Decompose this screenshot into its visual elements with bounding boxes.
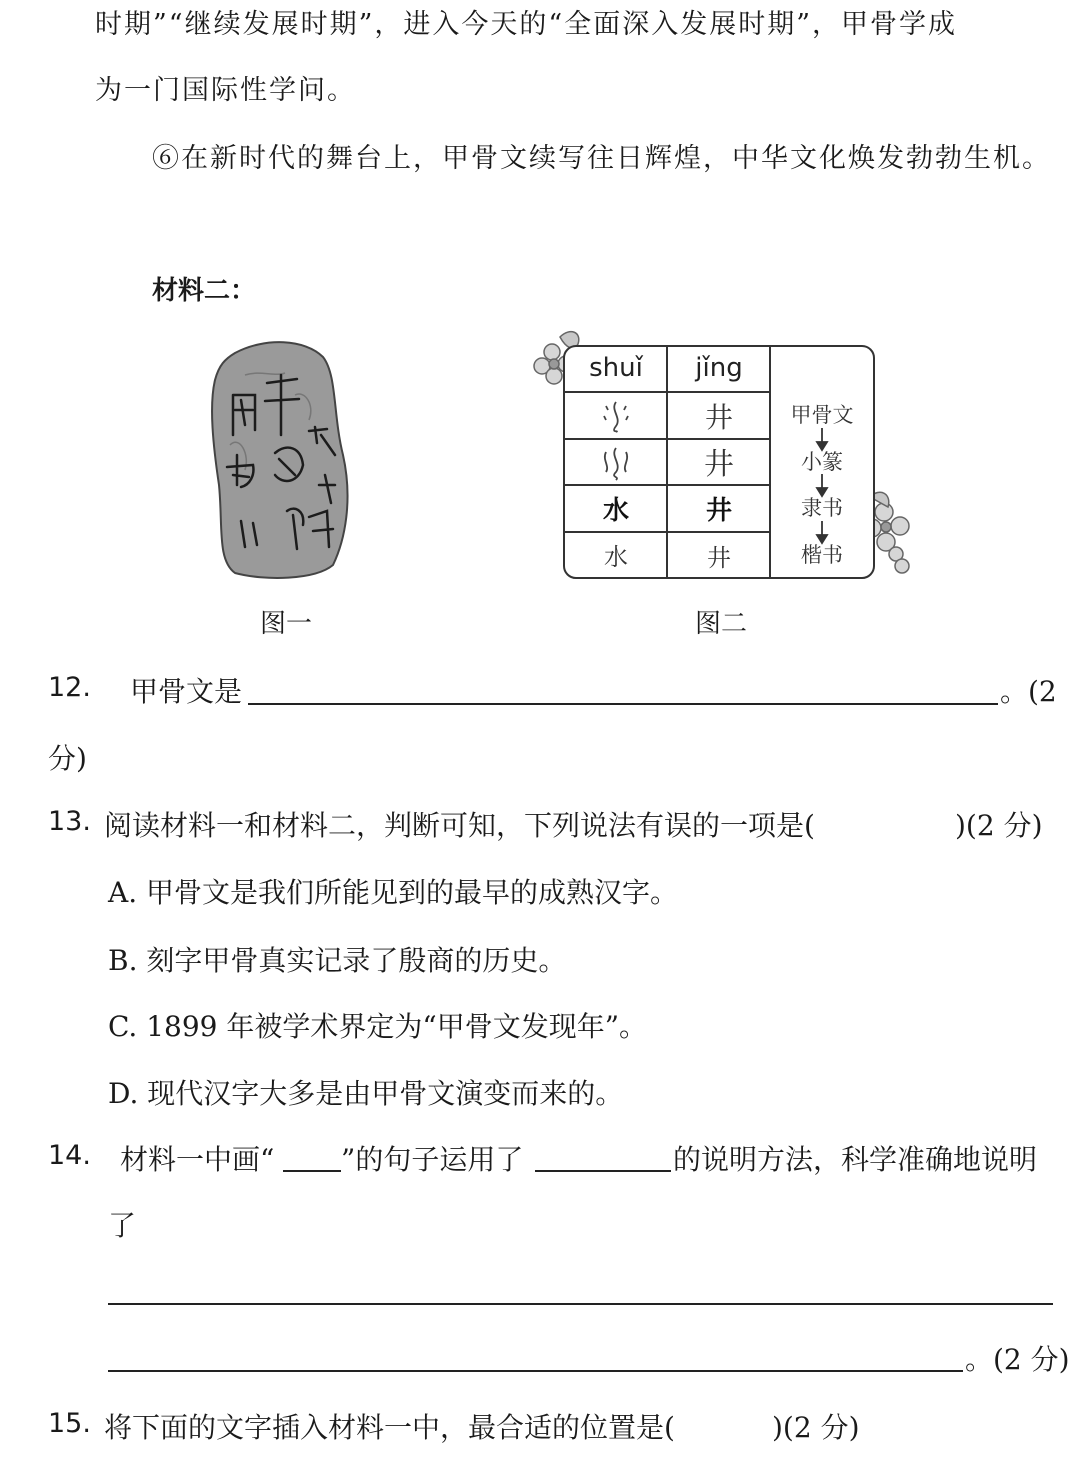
- evolution-oracle: 甲骨文: [790, 403, 854, 427]
- evolution-regular: 楷书: [801, 543, 843, 567]
- material-2-heading: 材料二：: [152, 276, 257, 306]
- q14-stem-3: 的说明方法，科学准确地说明: [673, 1143, 1038, 1176]
- pinyin-shui: shuǐ: [589, 353, 643, 383]
- q12-number: 12.: [48, 672, 91, 703]
- q12-score-cont: 分): [48, 742, 87, 775]
- q15-score: )(2 分): [772, 1411, 860, 1444]
- q13-score: )(2 分): [955, 809, 1043, 842]
- q14-number: 14.: [48, 1140, 91, 1171]
- q14-stem-1: 材料一中画“: [120, 1143, 275, 1176]
- q14-underline-sample: [283, 1170, 341, 1172]
- q14-score: 。(2 分): [965, 1343, 1070, 1376]
- q13-option-b[interactable]: B. 刻字甲骨真实记录了殷商的历史。: [108, 944, 567, 977]
- q13-number: 13.: [48, 806, 91, 837]
- q14-method-blank[interactable]: [535, 1170, 671, 1172]
- passage-line-2: 为一门国际性学问。: [95, 75, 356, 106]
- regular-well-glyph: 井: [707, 544, 731, 572]
- q14-answer-line-2[interactable]: [108, 1370, 963, 1372]
- q13-option-c[interactable]: C. 1899 年被学术界定为“甲骨文发现年”。: [108, 1010, 648, 1043]
- seal-well-glyph: 井: [704, 447, 734, 482]
- q14-stem-cont: 了: [108, 1209, 137, 1242]
- evolution-clerical: 隶书: [801, 496, 843, 520]
- clerical-well-glyph: 井: [705, 496, 733, 526]
- q12-answer-blank[interactable]: [248, 703, 998, 705]
- passage-line-3: ⑥在新时代的舞台上，甲骨文续写往日辉煌，中华文化焕发勃勃生机。: [152, 143, 1051, 174]
- q13-stem: 阅读材料一和材料二，判断可知，下列说法有误的一项是(: [104, 809, 815, 842]
- q15-stem: 将下面的文字插入材料一中，最合适的位置是(: [104, 1411, 675, 1444]
- figure-1-caption: 图一: [260, 609, 313, 639]
- passage-line-1: 时期”“继续发展时期”，进入今天的“全面深入发展时期”，甲骨学成: [95, 9, 958, 40]
- character-evolution-table: [530, 322, 915, 584]
- clerical-water-glyph: 水: [602, 496, 630, 526]
- q12-stem: 甲骨文是: [130, 675, 243, 708]
- figure-2-caption: 图二: [695, 609, 748, 639]
- oracle-well-glyph: 井: [704, 401, 734, 434]
- q14-stem-2: ”的句子运用了: [341, 1143, 524, 1176]
- oracle-bone-figure: [205, 335, 355, 585]
- q12-score: 。(2: [1000, 675, 1057, 708]
- pinyin-jing: jǐng: [695, 353, 743, 383]
- regular-water-glyph: 水: [604, 543, 628, 571]
- q14-answer-line-1[interactable]: [108, 1303, 1053, 1305]
- q13-option-a[interactable]: A. 甲骨文是我们所能见到的最早的成熟汉字。: [108, 876, 679, 909]
- q15-number: 15.: [48, 1408, 91, 1439]
- evolution-seal: 小篆: [801, 450, 843, 474]
- q13-option-d[interactable]: D. 现代汉字大多是由甲骨文演变而来的。: [108, 1077, 624, 1110]
